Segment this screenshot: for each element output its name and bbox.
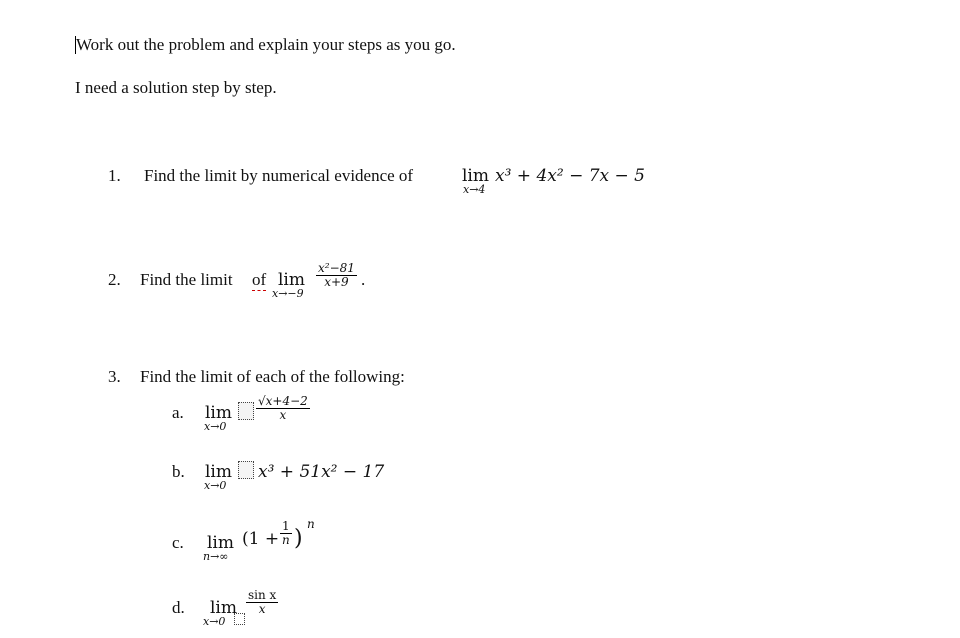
q1-number: 1. [108,166,121,185]
q3b-expression: x³ + 51x² − 17 [258,462,385,482]
q2-period: . [361,270,366,289]
q3c-close: ) [294,526,303,551]
q3c-open: (1 + [242,529,280,549]
q1-lim-subscript: x→4 [463,183,486,196]
q3d-lim-subscript: x→0 [203,615,226,628]
q3d-fraction [246,589,278,616]
q2-lim-subscript: x→−9 [272,287,304,300]
placeholder-box [234,613,245,625]
q3a-label: a. [172,403,184,422]
placeholder-box [238,461,254,479]
q3d-label: d. [172,598,185,617]
q3c-fraction [280,520,292,547]
q3c-exponent: n [307,517,315,531]
q1-lim: lim [462,166,489,186]
q3b-lim: lim [205,462,232,482]
q1-text: Find the limit by numerical evidence of [144,166,414,185]
q3-number: 3. [108,367,121,386]
q2-denominator: x+9 [324,275,349,289]
q3c-label: c. [172,533,184,552]
q2-text: Find the limit [140,270,233,289]
q2-text-of: of [252,270,267,289]
q3a-numerator: √x+4−2 [258,394,308,408]
q3b-label: b. [172,462,185,481]
q3d-lim: lim [210,598,237,618]
intro-line-2: I need a solution step by step. [75,78,277,97]
placeholder-box [238,402,254,420]
q3d-numerator: sin x [248,588,277,602]
q2-numerator: x²−81 [318,261,355,275]
q3a-lim: lim [205,403,232,423]
q2-number: 2. [108,270,121,289]
q3c-numerator: 1 [282,519,290,533]
q3a-lim-subscript: x→0 [204,420,227,433]
q3a-fraction [256,395,310,422]
q3d-denominator: x [258,602,266,616]
q1-expression: x³ + 4x² − 7x − 5 [495,166,645,186]
q3c-denominator: n [282,533,290,547]
q3c-open-paren-group [242,524,279,554]
q3-text: Find the limit of each of the following: [140,367,405,386]
q3a-denominator: x [279,408,287,422]
q2-fraction [316,262,357,289]
intro-line-1: Work out the problem and explain your steps as you go. [76,35,456,54]
q3c-lim-subscript: n→∞ [203,550,229,563]
q3c-lim: lim [207,533,234,553]
q2-lim: lim [278,270,305,290]
q3b-lim-subscript: x→0 [204,479,227,492]
